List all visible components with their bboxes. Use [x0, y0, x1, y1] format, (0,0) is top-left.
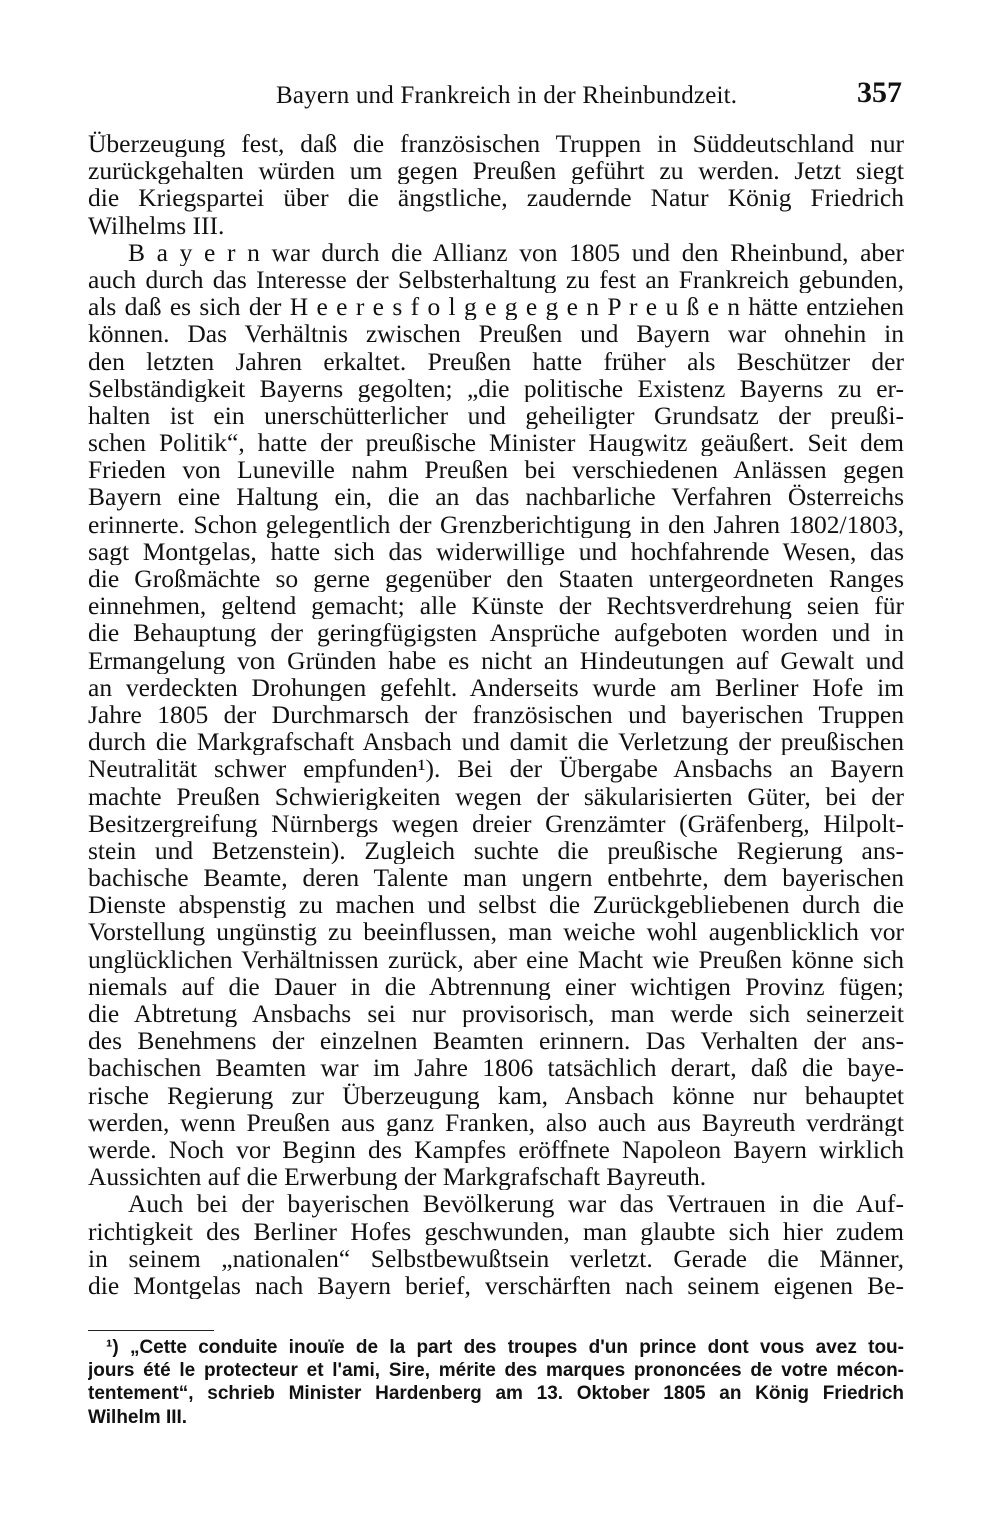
- footnote-line: jours été le protecteur et l'ami, Sire, mérite des marques prononcées de votre mécon-: [88, 1360, 904, 1382]
- footnotes: [88, 1336, 904, 1429]
- footnote-line: Wilhelm III.: [88, 1406, 188, 1428]
- text-line: rische Regierung zur Überzeugung kam, Ansbach könne nur behauptet: [88, 1081, 904, 1109]
- text-line: Aussichten auf die Erwerbung der Markgrafschaft Bayreuth.: [88, 1163, 707, 1191]
- text-line: die Großmächte so gerne gegenüber den Staaten untergeordneten Ranges: [88, 565, 904, 593]
- text-line: niemals auf die Dauer in die Abtrennung einer wichtigen Provinz fügen;: [88, 972, 904, 1000]
- text-line: Ermangelung von Gründen habe es nicht an Hindeutungen auf Gewalt und: [88, 646, 904, 674]
- text-line: die Kriegspartei über die ängstliche, zaudernde Natur König Friedrich: [88, 184, 904, 212]
- text-line: an verdeckten Drohungen gefehlt. Anderseits wurde am Berliner Hofe im: [88, 673, 904, 701]
- text-line: können. Das Verhältnis zwischen Preußen und Bayern war ohnehin in: [88, 320, 904, 348]
- text-line: Überzeugung fest, daß die französischen Truppen in Süddeutschland nur: [88, 130, 904, 158]
- text-line: Bayern eine Haltung ein, die an das nachbarliche Verfahren Österreichs: [88, 483, 904, 511]
- text-line: schen Politik“, hatte der preußische Minister Haugwitz geäußert. Seit dem: [88, 429, 904, 457]
- text-line: Wilhelms III.: [88, 211, 225, 239]
- text-line: unglücklichen Verhältnissen zurück, aber eine Macht wie Preußen könne sich: [88, 945, 904, 973]
- text-line: Frieden von Luneville nahm Preußen bei verschiedenen Anlässen gegen: [88, 456, 904, 484]
- text-line: Selbständigkeit Bayerns gegolten; „die politische Existenz Bayerns zu er-: [88, 374, 904, 402]
- text-line: Dienste abspenstig zu machen und selbst die Zurückgebliebenen durch die: [88, 891, 904, 919]
- text-line: B a y e r n war durch die Allianz von 1805 und den Rheinbund, aber: [128, 238, 904, 266]
- text-line: bachische Beamte, deren Talente man ungern entbehrte, dem bayerischen: [88, 864, 904, 892]
- text-line: die Montgelas nach Bayern berief, verschärften nach seinem eigenen Be-: [88, 1271, 904, 1300]
- text-line: richtigkeit des Berliner Hofes geschwunden, man glaubte sich hier zudem: [88, 1217, 904, 1245]
- text-line: werden, wenn Preußen aus ganz Franken, also auch aus Bayreuth verdrängt: [88, 1108, 904, 1136]
- text-line: sagt Montgelas, hatte sich das widerwillige und hochfahrende Wesen, das: [88, 537, 904, 565]
- footnote-line: tentement“, schrieb Minister Hardenberg am 13. Oktober 1805 an König Friedrich: [88, 1383, 904, 1405]
- text-line: machte Preußen Schwierigkeiten wegen der säkularisierten Güter, bei der: [88, 782, 904, 810]
- text-line: als daß es sich der H e e r e s f o l g e g e g e n P r e u ß e n hätte entziehen: [88, 293, 904, 321]
- text-line: zurückgehalten würden um gegen Preußen geführt zu werden. Jetzt siegt: [88, 157, 904, 185]
- page-number: 357: [857, 76, 902, 109]
- text-line: auch durch das Interesse der Selbsterhaltung zu fest an Frankreich gebunden,: [88, 265, 904, 294]
- text-line: Besitzergreifung Nürnbergs wegen dreier Grenzämter (Gräfenberg, Hilpolt-: [88, 809, 904, 837]
- text-line: halten ist ein unerschütterlicher und geheiligter Grundsatz der preußi-: [88, 401, 904, 430]
- text-line: die Abtretung Ansbachs sei nur provisorisch, man werde sich seinerzeit: [88, 1000, 904, 1028]
- text-line: Jahre 1805 der Durchmarsch der französischen und bayerischen Truppen: [88, 700, 904, 729]
- text-line: einnehmen, geltend gemacht; alle Künste der Rechtsverdrehung seien für: [88, 592, 904, 620]
- text-line: werde. Noch vor Beginn des Kampfes eröffnete Napoleon Bayern wirklich: [88, 1135, 904, 1164]
- text-line: erinnerte. Schon gelegentlich der Grenzberichtigung in den Jahren 1802/1803,: [88, 510, 904, 538]
- footnote-line: ¹) „Cette conduite inouïe de la part des troupes d'un prince dont vous avez tou-: [106, 1337, 904, 1358]
- text-line: in seinem „nationalen“ Selbstbewußtsein verletzt. Gerade die Männer,: [88, 1244, 904, 1272]
- text-line: die Behauptung der geringfügigsten Ansprüche aufgeboten worden und in: [88, 619, 904, 647]
- text-line: Vorstellung ungünstig zu beeinflussen, man weiche wohl augenblicklich vor: [88, 918, 904, 946]
- text-line: durch die Markgrafschaft Ansbach und damit die Verletzung der preußischen: [88, 728, 904, 756]
- running-head-title: Bayern und Frankreich in der Rheinbundzeit.: [276, 82, 738, 109]
- text-line: Neutralität schwer empfunden¹). Bei der Übergabe Ansbachs an Bayern: [88, 755, 904, 783]
- text-line: des Benehmens der einzelnen Beamten erinnern. Das Verhalten der ans-: [88, 1027, 904, 1055]
- body-text: [88, 130, 904, 1299]
- running-head: [88, 76, 906, 116]
- text-line: Auch bei der bayerischen Bevölkerung war das Vertrauen in die Auf-: [128, 1190, 904, 1218]
- text-line: den letzten Jahren erkaltet. Preußen hatte früher als Beschützer der: [88, 347, 904, 375]
- footnote-divider: [88, 1330, 214, 1331]
- text-line: bachischen Beamten war im Jahre 1806 tatsächlich derart, daß die baye-: [88, 1054, 904, 1082]
- text-line: stein und Betzenstein). Zugleich suchte die preußische Regierung ans-: [88, 836, 904, 865]
